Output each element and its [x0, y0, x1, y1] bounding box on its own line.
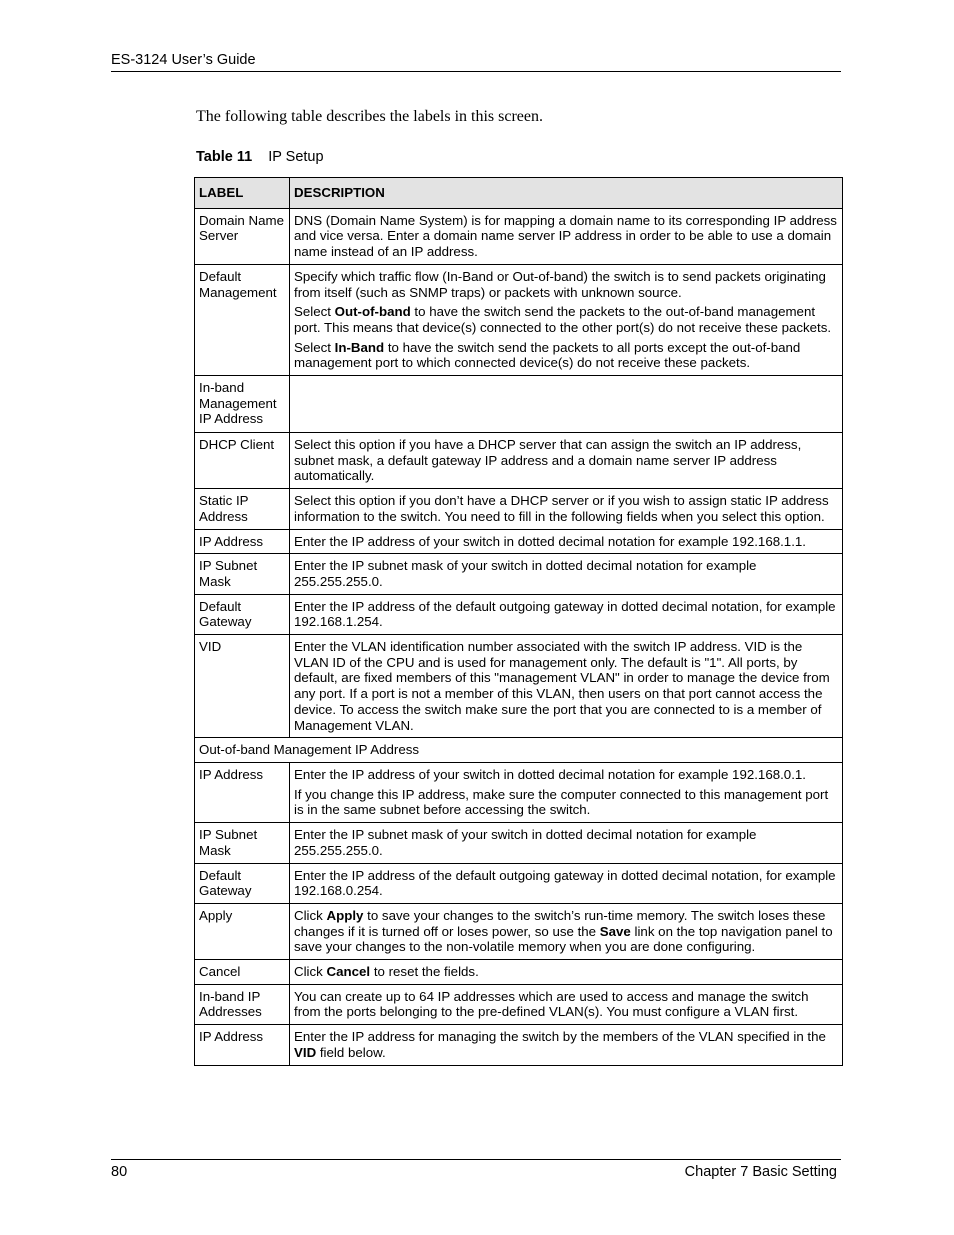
row-label: IP Address	[195, 529, 290, 554]
ip-setup-table	[194, 177, 843, 1066]
table-row	[195, 376, 843, 433]
row-description	[290, 762, 843, 822]
row-description	[290, 264, 843, 375]
row-label: IP Address	[195, 1025, 290, 1065]
description-paragraph: Select In-Band to have the switch send the packets to all ports except the out-of-band management port to which connected device(s) do not receive these packets.	[294, 339, 801, 371]
table-row	[195, 984, 843, 1024]
running-footer	[111, 1159, 841, 1180]
description-paragraph: Enter the IP subnet mask of your switch in dotted decimal notation for example 255.255.255.0.	[294, 558, 757, 589]
row-description	[290, 984, 843, 1024]
section-row-label: Out-of-band Management IP Address	[195, 738, 843, 763]
label-column-header: LABEL	[195, 178, 290, 209]
table-row	[195, 762, 843, 822]
description-paragraph: Enter the IP address of the default outgoing gateway in dotted decimal notation, for example 192.168.0.254.	[294, 867, 836, 899]
table-row	[195, 264, 843, 375]
row-description	[290, 823, 843, 863]
row-label: Static IP Address	[195, 489, 290, 529]
row-description	[290, 489, 843, 529]
row-label: Apply	[195, 903, 290, 959]
description-paragraph: Click Cancel to reset the fields.	[294, 964, 479, 980]
row-description	[290, 863, 843, 903]
table-row	[195, 433, 843, 489]
row-label: In-band IP Addresses	[195, 984, 290, 1024]
description-paragraph: Specify which traffic flow (In-Band or Out-of-band) the switch is to send packets originating from itself (such as SNMP traps) or packets with unknown source.	[294, 268, 826, 300]
chapter-title: Chapter 7 Basic Setting	[684, 1164, 837, 1180]
description-paragraph: Enter the IP address of your switch in dotted decimal notation for example 192.168.1.1.	[294, 533, 806, 549]
table-row	[195, 635, 843, 738]
description-paragraph: Click Apply to save your changes to the switch’s run-time memory. The switch loses these changes if it is turned off or loses power, so use the Save link on the top navigation panel to save your changes to the non-volatile memory when you are done configuring.	[294, 907, 833, 955]
row-label: IP Subnet Mask	[195, 554, 290, 594]
row-label: Default Gateway	[195, 863, 290, 903]
row-label: IP Address	[195, 762, 290, 822]
description-paragraph: Select this option if you have a DHCP server that can assign the switch an IP address, subnet mask, a default gateway IP address and a domain name server IP address automatically.	[294, 437, 802, 484]
guide-title: ES-3124 User’s Guide	[111, 52, 256, 68]
row-description	[290, 960, 843, 985]
row-label: Default Management	[195, 264, 290, 375]
row-description	[290, 635, 843, 738]
description-paragraph: Select Out-of-band to have the switch send the packets to the out-of-band management port. This means that device(s) connected to the other port(s) do not receive these packets.	[294, 304, 832, 335]
row-description	[290, 433, 843, 489]
table-title: IP Setup	[268, 149, 324, 165]
row-description	[290, 594, 843, 634]
row-description	[290, 208, 843, 264]
page-number: 80	[111, 1164, 128, 1180]
table-number: Table 11	[196, 149, 253, 165]
description-paragraph: DNS (Domain Name System) is for mapping a domain name to its corresponding IP address and vice versa. Enter a domain name server IP address in order to be able to use a domain name instead of an IP address.	[294, 212, 837, 260]
row-description	[290, 554, 843, 594]
description-paragraph: Enter the IP address for managing the switch by the members of the VLAN specified in the VID field below.	[294, 1029, 826, 1060]
row-label: Default Gateway	[195, 594, 290, 634]
description-paragraph: Enter the IP subnet mask of your switch in dotted decimal notation for example 255.255.255.0.	[294, 827, 757, 858]
row-label: DHCP Client	[195, 433, 290, 489]
table-row	[195, 554, 843, 594]
description-paragraph: Enter the IP address of the default outgoing gateway in dotted decimal notation, for example 192.168.1.254.	[294, 598, 836, 630]
table-row	[195, 594, 843, 634]
table-header-row	[195, 178, 843, 209]
row-label: Domain Name Server	[195, 208, 290, 264]
running-header	[111, 52, 841, 72]
table-row	[195, 960, 843, 985]
row-description	[290, 1025, 843, 1065]
description-paragraph: Enter the IP address of your switch in dotted decimal notation for example 192.168.0.1.	[294, 766, 806, 782]
table-row	[195, 823, 843, 863]
description-paragraph: Enter the VLAN identification number associated with the switch IP address. VID is the VLAN ID of the CPU and is used for management only. The default is "1". All ports, by default, are fixed members of this "management VLAN" in order to manage the device from any port. If a port is not a member of this VLAN, then users on that port cannot access the device. To access the switch make sure the port that you are connected to is a member of Management VLAN.	[294, 639, 830, 733]
description-column-header: DESCRIPTION	[290, 178, 843, 209]
table-caption	[196, 149, 324, 165]
table-row	[195, 738, 843, 763]
table-row	[195, 489, 843, 529]
row-label: Cancel	[195, 960, 290, 985]
row-description	[290, 903, 843, 959]
description-paragraph: Select this option if you don’t have a DHCP server or if you wish to assign static IP address information to the switch. You need to fill in the following fields when you select this option.	[294, 493, 829, 524]
description-paragraph: You can create up to 64 IP addresses which are used to access and manage the switch from the ports belonging to the pre-defined VLAN(s). You must configure a VLAN first.	[294, 988, 809, 1020]
row-description	[290, 529, 843, 554]
table-row	[195, 863, 843, 903]
row-label: IP Subnet Mask	[195, 823, 290, 863]
table-row	[195, 1025, 843, 1065]
table-row	[195, 903, 843, 959]
table-row	[195, 208, 843, 264]
table-row	[195, 529, 843, 554]
intro-paragraph: The following table describes the labels in this screen.	[196, 108, 544, 125]
row-label: VID	[195, 635, 290, 738]
description-paragraph: If you change this IP address, make sure the computer connected to this management port is in the same subnet before accessing the switch.	[294, 786, 829, 818]
row-description	[290, 376, 843, 433]
row-label: In-band Management IP Address	[195, 376, 290, 433]
table-body	[195, 208, 843, 1065]
